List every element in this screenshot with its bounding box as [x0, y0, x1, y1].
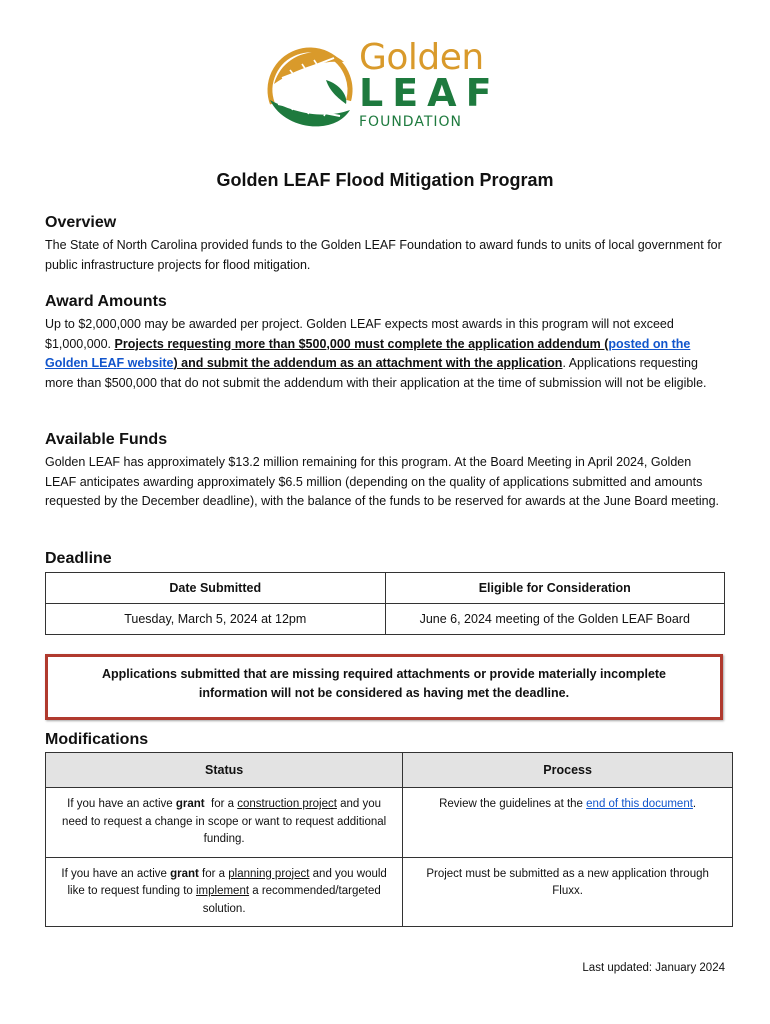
status-text: for a	[198, 867, 229, 880]
award-text-2: . Applications requesting more than $500,000 that do not submit the addendum with their application at the time of submission will not be eligible.	[45, 356, 707, 390]
logo-word-leaf: LEAF	[359, 71, 501, 115]
overview-text: The State of North Carolina provided funds to the Golden LEAF Foundation to award funds to units of local government for public infrastructure projects for flood mitigation.	[45, 238, 722, 272]
award-text-1: Up to $2,000,000 may be awarded per project. Golden LEAF expects most awards in this program will not exceed $1,000,000.	[45, 317, 674, 351]
date-submitted-value: Tuesday, March 5, 2024 at 12pm	[46, 604, 386, 635]
table-row	[46, 604, 725, 635]
planning-project-label: planning project	[228, 867, 310, 880]
process-cell-planning: Project must be submitted as a new application through Fluxx.	[403, 857, 733, 927]
status-cell-planning	[46, 857, 403, 927]
deadline-heading: Deadline	[45, 550, 112, 567]
process-header: Process	[403, 753, 733, 788]
funds-text: Golden LEAF has approximately $13.2 million remaining for this program. At the Board Meeting in April 2024, Golden LEAF anticipates awarding approximately $6.5 million (depending on the quality of applications submitted and amounts requested by the December deadline), with the balance of the funds to be reserved for awards at the June Board meeting.	[45, 455, 720, 508]
status-header: Status	[46, 753, 403, 788]
process-text: Review the guidelines at the	[439, 798, 587, 810]
modifications-heading: Modifications	[45, 731, 149, 748]
process-text: .	[692, 798, 697, 810]
golden-leaf-logo	[264, 37, 514, 140]
table-row	[46, 857, 733, 927]
table-row	[46, 788, 733, 858]
golden-leaf-website-link[interactable]: posted on the Golden LEAF website	[45, 336, 691, 370]
funds-section	[45, 431, 725, 512]
modifications-table	[45, 752, 733, 927]
deadline-table	[45, 572, 725, 635]
page-title: Golden LEAF Flood Mitigation Program	[216, 170, 554, 190]
overview-section	[45, 214, 725, 275]
status-text: a recommended/targeted solution.	[202, 885, 381, 915]
modifications-section	[45, 731, 725, 753]
last-updated: Last updated: January 2024	[582, 962, 725, 974]
award-bold-1: Projects requesting more than $500,000 must complete the application addendum (	[114, 336, 609, 351]
logo-word-golden: Golden	[359, 37, 484, 78]
construction-project-label: construction project	[237, 798, 337, 810]
grant-label: grant	[170, 867, 199, 880]
status-text: and you would like to request funding to	[67, 867, 387, 897]
deadline-section	[45, 550, 725, 572]
status-cell-construction	[46, 788, 403, 858]
status-text: and you need to request a change in scope or want to request additional funding.	[62, 798, 387, 845]
table-header-row	[46, 753, 733, 788]
leaf-emblem-icon	[264, 40, 356, 140]
eligible-header: Eligible for Consideration	[385, 573, 725, 604]
status-text: If you have an active	[61, 867, 171, 880]
award-bold-2: ) and submit the addendum as an attachment with the application	[173, 356, 563, 370]
status-text: If you have an active	[67, 798, 176, 810]
logo-word-foundation: FOUNDATION	[359, 114, 462, 130]
table-header-row	[46, 573, 725, 604]
warning-line-1: Applications submitted that are missing required attachments or provide materially incomplete	[101, 667, 667, 681]
status-text: for a	[204, 798, 238, 810]
process-cell-construction	[403, 788, 733, 858]
implement-label: implement	[195, 885, 250, 897]
overview-heading: Overview	[45, 214, 117, 231]
eligible-value: June 6, 2024 meeting of the Golden LEAF Board	[385, 604, 725, 635]
deadline-warning-box	[45, 654, 723, 720]
warning-line-2: information will not be considered as having met the deadline.	[198, 686, 570, 700]
date-submitted-header: Date Submitted	[46, 573, 386, 604]
grant-label: grant	[175, 798, 205, 810]
end-of-document-link[interactable]: end of this document	[586, 798, 693, 810]
award-section	[45, 293, 725, 393]
funds-heading: Available Funds	[45, 431, 168, 448]
award-heading: Award Amounts	[45, 293, 167, 310]
award-text	[45, 315, 725, 393]
